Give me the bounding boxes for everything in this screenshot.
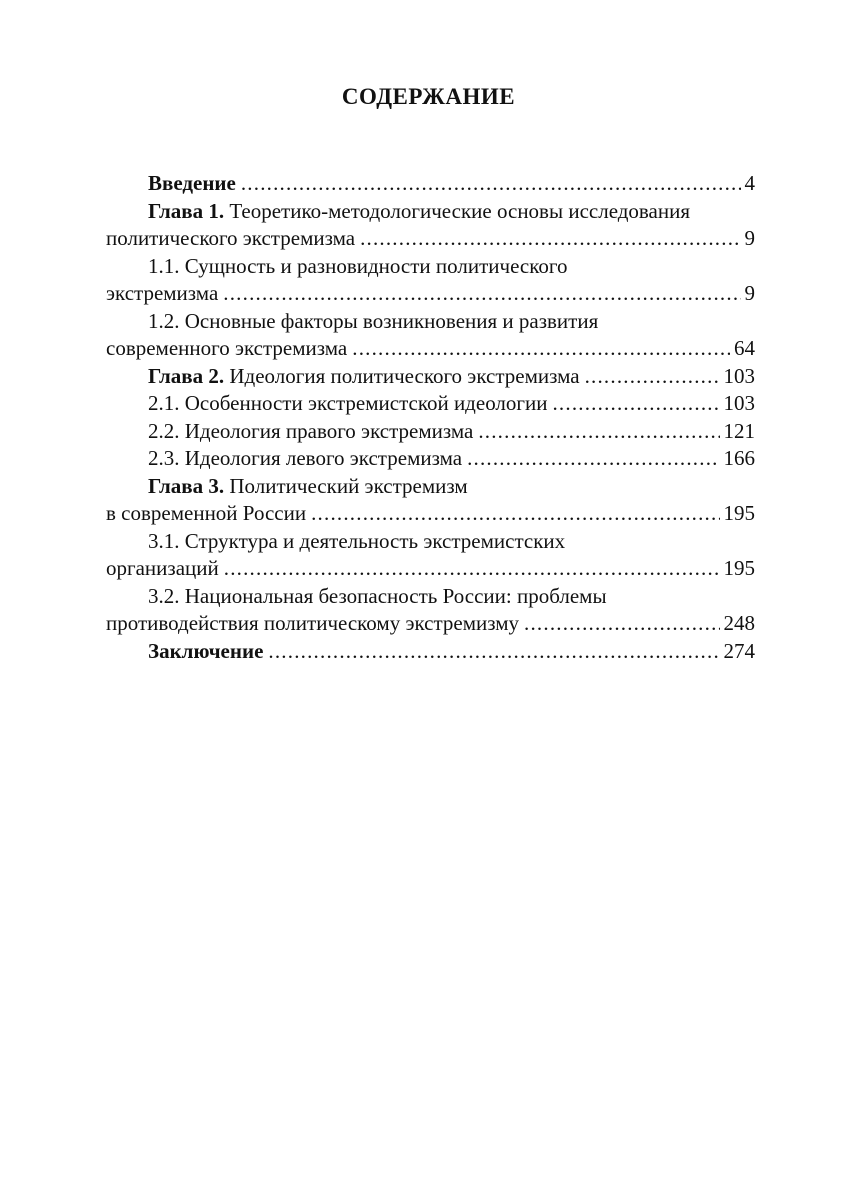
toc-entry-conclusion xyxy=(106,638,755,666)
toc-page-number: 9 xyxy=(744,226,755,250)
toc-entry-label: Введение xyxy=(148,171,236,195)
toc-entry-title-continued: в современной России xyxy=(106,501,307,525)
toc-page-number: 166 xyxy=(723,446,755,470)
toc-entry-chapter-1 xyxy=(106,198,755,253)
dot-leader xyxy=(524,610,719,638)
toc-entry-chapter-3 xyxy=(106,473,755,528)
toc-entry-title: Теоретико-методологические основы исследования xyxy=(229,198,691,223)
toc-page-number: 274 xyxy=(723,638,755,663)
toc-entry-intro xyxy=(106,170,755,198)
toc-entry-section-2-2 xyxy=(106,418,755,446)
toc-page-number: 4 xyxy=(744,171,755,195)
dot-leader xyxy=(467,445,719,473)
toc-page-number: 195 xyxy=(723,501,755,525)
toc-entry-title-continued: противодействия политическому экстремизму xyxy=(106,611,520,635)
dot-leader xyxy=(478,418,719,446)
toc-entry-section-1-1 xyxy=(106,253,755,308)
dot-leader xyxy=(585,363,720,391)
toc-entry-title-continued: организаций xyxy=(106,556,219,580)
page-title: СОДЕРЖАНИЕ xyxy=(341,84,516,109)
toc-entry-section-1-2 xyxy=(106,308,755,363)
dot-leader xyxy=(241,170,741,198)
dot-leader xyxy=(552,390,719,418)
toc-entry-title: 1.2. Основные факторы возникновения и развития xyxy=(148,308,599,333)
toc-entry-chapter-2 xyxy=(106,363,755,391)
toc-page-number: 195 xyxy=(723,556,755,580)
toc-entry-title: 3.2. Национальная безопасность России: проблемы xyxy=(148,583,607,608)
toc-entry-title: 2.3. Идеология левого экстремизма xyxy=(148,446,463,470)
toc-entry-label: Заключение xyxy=(148,638,264,663)
toc-entry-title: Политический экстремизм xyxy=(229,473,468,498)
toc-entry-title-continued: современного экстремизма xyxy=(106,336,348,360)
toc-entry-section-3-1 xyxy=(106,528,755,583)
toc-entry-title: 2.1. Особенности экстремистской идеологии xyxy=(148,391,548,415)
toc-page-number: 121 xyxy=(723,418,755,443)
dot-leader xyxy=(311,500,719,528)
toc-page-number: 103 xyxy=(723,391,755,415)
toc-page-number: 9 xyxy=(744,281,755,305)
table-of-contents xyxy=(106,170,755,665)
toc-page-number: 248 xyxy=(723,611,755,635)
toc-entry-title: 2.2. Идеология правого экстремизма xyxy=(148,418,474,443)
toc-chapter-label: Глава 3. xyxy=(148,473,225,498)
toc-entry-title-continued: политического экстремизма xyxy=(106,226,356,250)
toc-entry-title: 3.1. Структура и деятельность экстремистских xyxy=(148,528,566,553)
toc-page-number: 103 xyxy=(723,363,755,388)
dot-leader xyxy=(223,280,740,308)
dot-leader xyxy=(268,638,719,666)
toc-chapter-label: Глава 2. xyxy=(148,363,225,388)
dot-leader xyxy=(224,555,720,583)
toc-entry-section-3-2 xyxy=(106,583,755,638)
dot-leader xyxy=(360,225,740,253)
toc-page-number: 64 xyxy=(734,336,755,360)
toc-entry-section-2-3 xyxy=(106,445,755,473)
toc-chapter-label: Глава 1. xyxy=(148,198,225,223)
toc-entry-title: Идеология политического экстремизма xyxy=(229,363,580,388)
toc-entry-section-2-1 xyxy=(106,390,755,418)
toc-entry-title: 1.1. Сущность и разновидности политического xyxy=(148,253,568,278)
toc-entry-title-continued: экстремизма xyxy=(106,281,219,305)
dot-leader xyxy=(352,335,730,363)
